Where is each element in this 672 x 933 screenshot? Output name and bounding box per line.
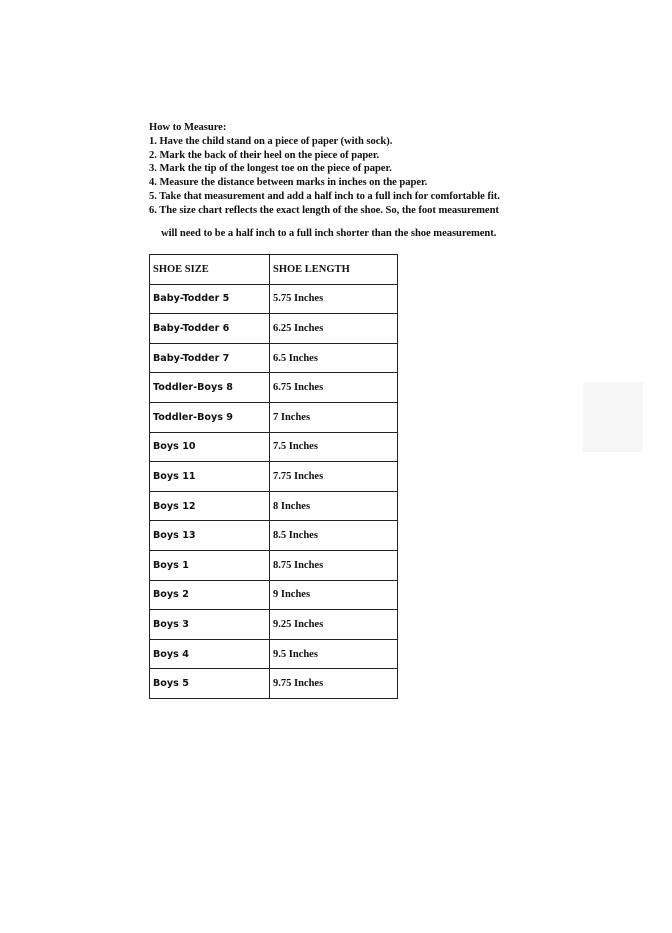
shoe-length-cell: 5.75 Inches [270, 284, 398, 314]
table-row [150, 284, 398, 314]
column-header-shoe-size: SHOE SIZE [150, 255, 270, 285]
table-row [150, 610, 398, 640]
table-row [150, 580, 398, 610]
shoe-size-cell: Baby-Todder 5 [150, 284, 270, 314]
shoe-size-cell: Toddler-Boys 9 [150, 402, 270, 432]
instruction-step: 5. Take that measurement and add a half inch to a full inch for comfortable fit. [149, 190, 500, 202]
shoe-length-cell: 9.75 Inches [270, 669, 398, 699]
shoe-size-cell: Boys 13 [150, 521, 270, 551]
shoe-size-cell: Boys 11 [150, 462, 270, 492]
shoe-length-cell: 6.25 Inches [270, 314, 398, 344]
shoe-size-cell: Toddler-Boys 8 [150, 373, 270, 403]
instructions-heading: How to Measure: [149, 122, 227, 133]
table-row [150, 639, 398, 669]
instruction-step: 2. Mark the back of their heel on the piece of paper. [149, 149, 380, 161]
shoe-length-cell: 6.5 Inches [270, 343, 398, 373]
instruction-step: 3. Mark the tip of the longest toe on the piece of paper. [149, 163, 392, 175]
instruction-step: 4. Measure the distance between marks in inches on the paper. [149, 177, 428, 189]
shoe-size-cell: Boys 2 [150, 580, 270, 610]
background-shade [583, 382, 643, 452]
shoe-length-cell: 9 Inches [270, 580, 398, 610]
table-row [150, 521, 398, 551]
table-row [150, 373, 398, 403]
table-row [150, 343, 398, 373]
shoe-size-cell: Boys 10 [150, 432, 270, 462]
shoe-length-cell: 8.75 Inches [270, 550, 398, 580]
shoe-size-cell: Boys 5 [150, 669, 270, 699]
shoe-length-cell: 6.75 Inches [270, 373, 398, 403]
table-row [150, 491, 398, 521]
shoe-size-cell: Boys 12 [150, 491, 270, 521]
table-header-row [150, 255, 398, 285]
table-row [150, 462, 398, 492]
shoe-length-cell: 8 Inches [270, 491, 398, 521]
shoe-length-cell: 7.5 Inches [270, 432, 398, 462]
table-row [150, 402, 398, 432]
table-row [150, 669, 398, 699]
table-row [150, 550, 398, 580]
shoe-length-cell: 9.25 Inches [270, 610, 398, 640]
shoe-length-cell: 7.75 Inches [270, 462, 398, 492]
table-row [150, 432, 398, 462]
shoe-length-cell: 9.5 Inches [270, 639, 398, 669]
table-row [150, 314, 398, 344]
shoe-size-cell: Boys 4 [150, 639, 270, 669]
measure-instructions [149, 121, 549, 240]
instruction-step: 6. The size chart reflects the exact length of the shoe. So, the foot measurement [149, 204, 499, 216]
shoe-size-cell: Baby-Todder 7 [150, 343, 270, 373]
shoe-size-cell: Baby-Todder 6 [150, 314, 270, 344]
column-header-shoe-length: SHOE LENGTH [270, 255, 398, 285]
instruction-step: 1. Have the child stand on a piece of paper (with sock). [149, 135, 393, 147]
shoe-size-table [149, 254, 398, 699]
instruction-continuation: will need to be a half inch to a full inch shorter than the shoe measurement. [161, 227, 497, 239]
shoe-size-cell: Boys 1 [150, 550, 270, 580]
shoe-size-cell: Boys 3 [150, 610, 270, 640]
shoe-length-cell: 7 Inches [270, 402, 398, 432]
shoe-length-cell: 8.5 Inches [270, 521, 398, 551]
